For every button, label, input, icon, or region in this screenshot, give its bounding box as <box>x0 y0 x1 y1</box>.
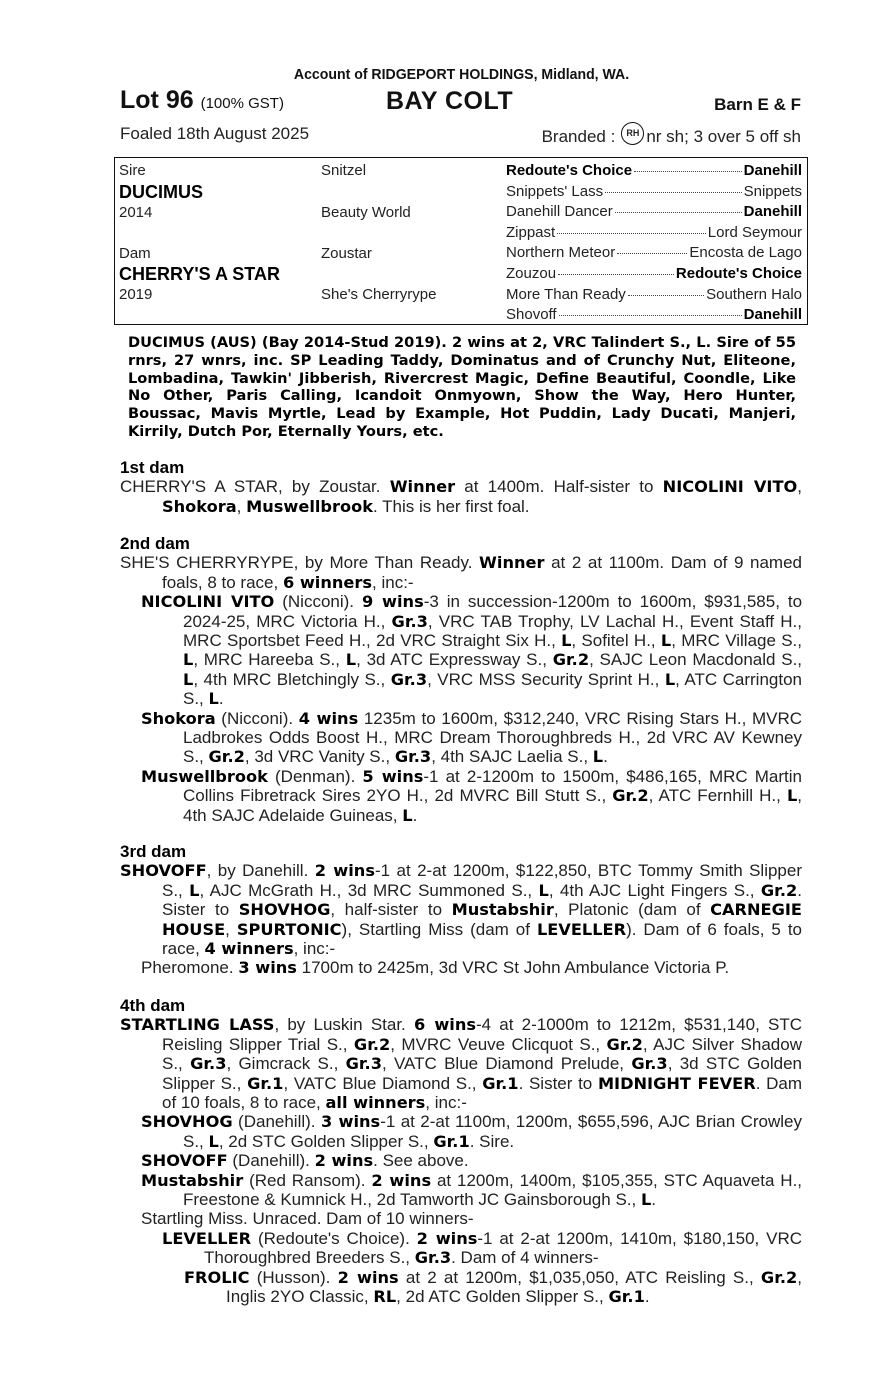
highlight-text: Gr.2 <box>606 1034 643 1054</box>
grandparent-row <box>506 183 802 200</box>
entry-text: , MRC Village S., <box>671 631 802 651</box>
pedigree-entry <box>120 958 802 977</box>
entry-text: . This is her first foal. <box>373 496 530 516</box>
pedigree-entry <box>120 553 802 592</box>
second-dam-section <box>120 534 802 825</box>
entry-text: (Danehill). <box>232 1112 321 1132</box>
pedigree-entry <box>120 592 802 708</box>
highlight-text: Gr.1 <box>608 1287 645 1307</box>
grandparent-row <box>506 265 802 282</box>
highlight-text: L <box>402 805 413 825</box>
entry-text: -4 at 2-1000m to 1212m, $531,140, STC Reisling Slipper Trial S., <box>162 1015 802 1054</box>
highlight-text: L <box>345 650 357 670</box>
entry-text: , inc:- <box>425 1093 467 1113</box>
lot-number <box>120 86 284 115</box>
entry-text: , inc:- <box>293 939 336 959</box>
grandparent-sire: More Than Ready <box>506 285 626 303</box>
dot-leader <box>605 192 742 193</box>
highlight-text: L <box>538 880 549 900</box>
highlight-text: Gr.2 <box>760 1267 798 1287</box>
pedigree-entry <box>120 1209 802 1228</box>
grandparent-sire: Redoute's Choice <box>506 162 633 179</box>
entry-text: , MRC Hareeba S., <box>193 650 346 670</box>
entry-text: ). Dam of 6 foals, 5 to race, <box>162 919 802 959</box>
highlight-text: SHOVHOG <box>141 1112 233 1132</box>
highlight-text: L <box>208 689 219 709</box>
fourth-dam-heading: 4th dam <box>120 996 186 1015</box>
entry-text: , ATC Carrington S., <box>183 669 802 709</box>
highlight-text: 6 winners <box>282 572 373 592</box>
highlight-text: Gr.2 <box>208 747 245 767</box>
branded-details: nr sh; 3 over 5 off sh <box>646 127 801 146</box>
barn-location: Barn E & F <box>714 95 801 114</box>
entry-text: , 2d ATC Golden Slipper S., <box>396 1287 609 1307</box>
dot-leader <box>617 253 687 254</box>
entry-text: , VATC Blue Diamond S., <box>283 1073 483 1093</box>
entry-text: , SAJC Leon Macdonald S., <box>589 650 803 670</box>
highlight-text: L <box>660 631 672 651</box>
entry-text: (Redoute's Choice). <box>251 1228 417 1248</box>
highlight-text: RL <box>373 1287 397 1307</box>
entry-text: -1 at 2-1200m to 1500m, $486,165, MRC Martin Collins Fibretrack Sires 2YO H., 2d MVRC Bill Stutt S., <box>183 766 803 806</box>
highlight-text: Gr.3 <box>394 747 432 767</box>
dot-leader <box>559 315 742 316</box>
sire-summary: DUCIMUS (AUS) (Bay 2014-Stud 2019). 2 wins at 2, VRC Talindert S., L. Sire of 55 rnrs, 27 wnrs, inc. SP Leading Taddy, Dominatus and of Crunchy Nut, Eliteone, Lombadina, Tawkin' Jibberish, Rivercrest Magic, Define Beautiful, Coondle, Like No Other, Paris Calling, Icandoit Onmyown, Show the Way, Hero Hunter, Boussac, Mavis Myrtle, Lead by Example, Hot Puddin, Lady Ducati, Manjeri, Kirrily, Dutch Por, Eternally Yours, etc. <box>128 334 796 440</box>
entry-text: , 2d STC Golden Slipper S., <box>218 1131 434 1151</box>
entry-text: (Denman). <box>267 766 363 786</box>
entry-text: . See above. <box>373 1151 469 1171</box>
entry-text: -1 at 2-at 1200m, 1410m, $180,150, VRC Thoroughbred Breeders S., <box>204 1228 803 1268</box>
entry-text: , inc:- <box>372 572 414 592</box>
entry-text: . <box>218 689 224 709</box>
highlight-text: Gr.3 <box>345 1054 382 1074</box>
grandparent-sire-of-dam: Lord Seymour <box>707 223 802 241</box>
entry-text: , 3d VRC Vanity S., <box>244 747 395 767</box>
entry-text: (Danehill). <box>227 1151 315 1171</box>
grandparent-sire: Zippast <box>506 223 556 241</box>
entry-text: . Sister to <box>162 880 802 920</box>
highlight-text: 5 wins <box>362 766 424 786</box>
highlight-text: Gr.3 <box>190 1054 227 1074</box>
third-dam-heading: 3rd dam <box>120 842 187 861</box>
grandparent-sire: Shovoff <box>506 306 557 324</box>
sire-year: 2014 <box>119 204 153 221</box>
highlight-text: L <box>183 669 194 689</box>
dot-leader <box>628 295 704 296</box>
entry-text: . Sister to <box>518 1073 598 1093</box>
entry-text: (Husson). <box>249 1267 338 1287</box>
entry-text: , VRC MSS Security Sprint H., <box>427 669 665 689</box>
entry-text: (Nicconi). <box>215 708 299 728</box>
entry-text: CHERRY'S A STAR, by Zoustar. <box>120 477 390 497</box>
horse-description: BAY COLT <box>386 87 514 115</box>
highlight-text: Gr.2 <box>353 1034 391 1054</box>
entry-text: Startling Miss. Unraced. Dam of 10 winners- <box>141 1209 474 1229</box>
highlight-text: 2 wins <box>416 1228 478 1248</box>
dot-leader <box>615 212 742 213</box>
dam-name: CHERRY'S A STAR <box>119 264 280 284</box>
highlight-text: SPURTONIC <box>236 919 342 939</box>
entry-text: at 1200m, 1400m, $105,355, STC Aquaveta H., Freestone & Kumnick H., 2d Tamworth JC Gainsborough S., <box>183 1170 803 1210</box>
highlight-text: 2 wins <box>371 1170 432 1190</box>
highlight-text: Gr.1 <box>433 1131 470 1151</box>
entry-text: , 4th SAJC Adelaide Guineas, <box>183 786 802 825</box>
entry-text: , by Danehill. <box>206 861 315 881</box>
highlight-text: 2 wins <box>314 861 375 881</box>
highlight-text: Winner <box>389 477 456 497</box>
third-dam-section <box>120 842 802 978</box>
highlight-text: L <box>592 747 604 767</box>
highlight-text: NICOLINI VITO <box>662 477 798 497</box>
highlight-text: L <box>183 650 194 670</box>
entry-text: , by Luskin Star. <box>274 1015 414 1035</box>
second-dam-heading: 2nd dam <box>120 534 190 553</box>
grandparent-sire-of-dam: Redoute's Choice <box>675 265 802 282</box>
entry-text: , Gimcrack S., <box>226 1054 346 1074</box>
pedigree-entry <box>120 1268 802 1307</box>
sire-name: DUCIMUS <box>119 182 203 202</box>
highlight-text: Mustabshir <box>141 1170 244 1190</box>
entry-text: , ATC Fernhill H., <box>648 786 787 806</box>
highlight-text: 2 wins <box>337 1267 399 1287</box>
highlight-text: Gr.2 <box>612 786 649 806</box>
brand-mark-icon: RH <box>621 122 644 145</box>
fourth-dam-entries <box>120 1015 802 1306</box>
entry-text: 1235m to 1600m, $312,240, VRC Rising Stars H., MVRC Ladbrokes Odds Boost H., MRC Dream Thoroughbreds H., 2d VRC AV Kewney S., <box>183 708 803 767</box>
highlight-text: L <box>189 880 200 900</box>
grandparent-sire: Zouzou <box>506 265 557 282</box>
grandparent-row <box>506 286 802 303</box>
highlight-text: NICOLINI VITO <box>141 592 275 612</box>
pedigree-entry <box>120 1171 802 1210</box>
first-dam-section <box>120 458 802 516</box>
grandparent-sire-of-dam: Danehill <box>743 203 802 221</box>
entry-text: , 4th SAJC Laelia S., <box>431 747 593 767</box>
entry-text: -3 in succession-1200m to 1600m, $931,585, to 2024-25, MRC Victoria H., <box>183 592 803 631</box>
highlight-text: L <box>208 1131 219 1151</box>
first-dam-heading: 1st dam <box>120 458 185 477</box>
highlight-text: Gr.2 <box>760 880 798 900</box>
highlight-text: Gr.3 <box>631 1054 668 1074</box>
highlight-text: SHOVHOG <box>238 900 331 920</box>
dot-leader <box>557 233 706 234</box>
highlight-text: MIDNIGHT FEVER <box>597 1073 756 1093</box>
entry-text: , <box>225 919 237 939</box>
first-dam-entries <box>120 477 802 516</box>
highlight-text: Gr.3 <box>390 669 428 689</box>
entry-text: -1 at 2-at 1100m, 1200m, $655,596, AJC Brian Crowley S., <box>183 1112 803 1151</box>
entry-text: , AJC McGrath H., 3d MRC Summoned S., <box>199 880 539 900</box>
entry-text: (Nicconi). <box>274 592 362 612</box>
sire-dam: Beauty World <box>321 204 411 221</box>
grandparent-sire: Danehill Dancer <box>506 203 613 221</box>
highlight-text: L <box>640 1190 652 1210</box>
highlight-text: Muswellbrook <box>141 766 268 786</box>
highlight-text: L <box>664 669 676 689</box>
entry-text: -1 at 2-at 1200m, $122,850, BTC Tommy Smith Slipper S., <box>162 861 803 900</box>
highlight-text: Gr.3 <box>391 611 428 631</box>
highlight-text: Shokora <box>162 496 237 516</box>
entry-text: , <box>236 496 247 516</box>
highlight-text: Gr.1 <box>247 1073 284 1093</box>
entry-text: , 4th AJC Light Fingers S., <box>548 880 761 900</box>
pedigree-entry <box>120 1015 802 1112</box>
highlight-text: 4 wins <box>298 708 359 728</box>
entry-text: , half-sister to <box>330 900 452 920</box>
dam-year: 2019 <box>119 286 153 303</box>
entry-text: , Sofitel H., <box>571 631 661 651</box>
grandparent-sire-of-dam: Southern Halo <box>706 285 802 303</box>
highlight-text: 6 wins <box>413 1015 476 1035</box>
entry-text: 1700m to 2425m, 3d VRC St John Ambulance Victoria P. <box>296 958 730 978</box>
highlight-text: SHOVOFF <box>141 1151 228 1171</box>
entry-text: . <box>603 747 608 767</box>
highlight-text: STARTLING LASS <box>120 1015 275 1035</box>
highlight-text: Gr.3 <box>414 1248 452 1268</box>
branded-label: Branded : <box>541 127 616 146</box>
entry-text: . Dam of 10 foals, 8 to race, <box>162 1073 802 1113</box>
highlight-text: CARNEGIE HOUSE <box>162 900 802 939</box>
entry-text: , Inglis 2YO Classic, <box>226 1267 803 1307</box>
branding <box>542 122 801 147</box>
entry-text: . <box>412 805 418 825</box>
entry-text: . Sire. <box>469 1131 515 1151</box>
highlight-text: Shokora <box>141 708 216 728</box>
pedigree-table <box>114 157 808 325</box>
pedigree-entry <box>120 1151 802 1170</box>
highlight-text: SHOVOFF <box>120 861 207 881</box>
grandparent-row <box>506 203 802 220</box>
grandparent-row <box>506 162 802 179</box>
pedigree-entry <box>120 709 802 767</box>
pedigree-entry <box>120 1112 802 1151</box>
entry-text: , AJC Silver Shadow S., <box>162 1034 802 1074</box>
entry-text: Pheromone. <box>141 958 239 978</box>
highlight-text: Mustabshir <box>451 900 554 920</box>
pedigree-entry <box>120 477 802 516</box>
grandparent-row <box>506 306 802 323</box>
foaled-date: Foaled 18th August 2025 <box>120 124 310 143</box>
entry-text: . <box>644 1287 650 1307</box>
grandparent-row <box>506 244 802 261</box>
grandparent-sire: Snippets' Lass <box>506 182 604 200</box>
grandparent-sire: Northern Meteor <box>506 244 616 262</box>
entry-text: (Red Ransom). <box>243 1170 372 1190</box>
sire-sire: Snitzel <box>321 162 367 179</box>
dam-dam: She's Cherryrype <box>321 286 437 303</box>
highlight-text: Muswellbrook <box>246 496 374 516</box>
entry-text: , 3d ATC Expressway S., <box>356 650 553 670</box>
entry-text: , VATC Blue Diamond Prelude, <box>381 1054 632 1074</box>
highlight-text: L <box>786 786 798 806</box>
entry-text: , Platonic (dam of <box>553 900 711 920</box>
grandparent-sire-of-dam: Danehill <box>743 306 802 324</box>
dot-leader <box>634 171 742 172</box>
second-dam-entries <box>120 553 802 825</box>
highlight-text: 2 wins <box>314 1151 374 1171</box>
grandparent-sire-of-dam: Snippets <box>743 182 802 200</box>
highlight-text: L <box>561 631 572 651</box>
entry-text: . Dam of 4 winners- <box>451 1248 599 1268</box>
grandparent-row <box>506 224 802 241</box>
entry-text: , 4th MRC Bletchingly S., <box>193 669 391 689</box>
entry-text: at 1400m. Half-sister to <box>455 477 663 497</box>
entry-text: . <box>651 1190 657 1210</box>
entry-text: , VRC TAB Trophy, LV Lachal H., Event Staff H., MRC Sportsbet Feed H., 2d VRC Straight Six H., <box>183 611 802 651</box>
entry-text: at 2 at 1200m, $1,035,050, ATC Reisling S., <box>398 1267 761 1287</box>
pedigree-entry <box>120 861 802 958</box>
entry-text: at 2 at 1100m. Dam of 9 named foals, 8 to race, <box>162 553 803 592</box>
gst-note: (100% GST) <box>200 95 284 112</box>
highlight-text: Gr.1 <box>482 1073 519 1093</box>
highlight-text: 3 wins <box>238 958 297 978</box>
fourth-dam-section <box>120 996 802 1307</box>
highlight-text: all winners <box>325 1093 426 1113</box>
highlight-text: 9 wins <box>361 592 424 612</box>
entry-text: , 3d STC Golden Slipper S., <box>162 1054 802 1093</box>
highlight-text: Gr.2 <box>552 650 590 670</box>
entry-text: ), Startling Miss (dam of <box>341 919 537 939</box>
highlight-text: 3 wins <box>320 1112 381 1132</box>
pedigree-entry <box>120 767 802 825</box>
highlight-text: 4 winners <box>204 939 294 959</box>
lot-label: Lot 96 <box>120 86 194 114</box>
grandparent-sire-of-dam: Encosta de Lago <box>689 244 802 262</box>
third-dam-entries <box>120 861 802 977</box>
highlight-text: LEVELLER <box>536 919 627 939</box>
pedigree-entry <box>120 1229 802 1268</box>
highlight-text: LEVELLER <box>162 1228 252 1248</box>
entry-text: , MVRC Veuve Clicquot S., <box>390 1034 607 1054</box>
grandparent-sire-of-dam: Danehill <box>743 162 802 179</box>
highlight-text: Winner <box>479 553 545 573</box>
dot-leader <box>558 274 674 275</box>
highlight-text: FROLIC <box>184 1267 250 1287</box>
dam-label: Dam <box>119 245 151 262</box>
vendor-account: Account of RIDGEPORT HOLDINGS, Midland, WA. <box>293 66 630 83</box>
dam-sire: Zoustar <box>321 245 372 262</box>
sire-label: Sire <box>119 162 146 179</box>
entry-text: , <box>797 477 802 497</box>
entry-text: SHE'S CHERRYRYPE, by More Than Ready. <box>120 553 480 573</box>
